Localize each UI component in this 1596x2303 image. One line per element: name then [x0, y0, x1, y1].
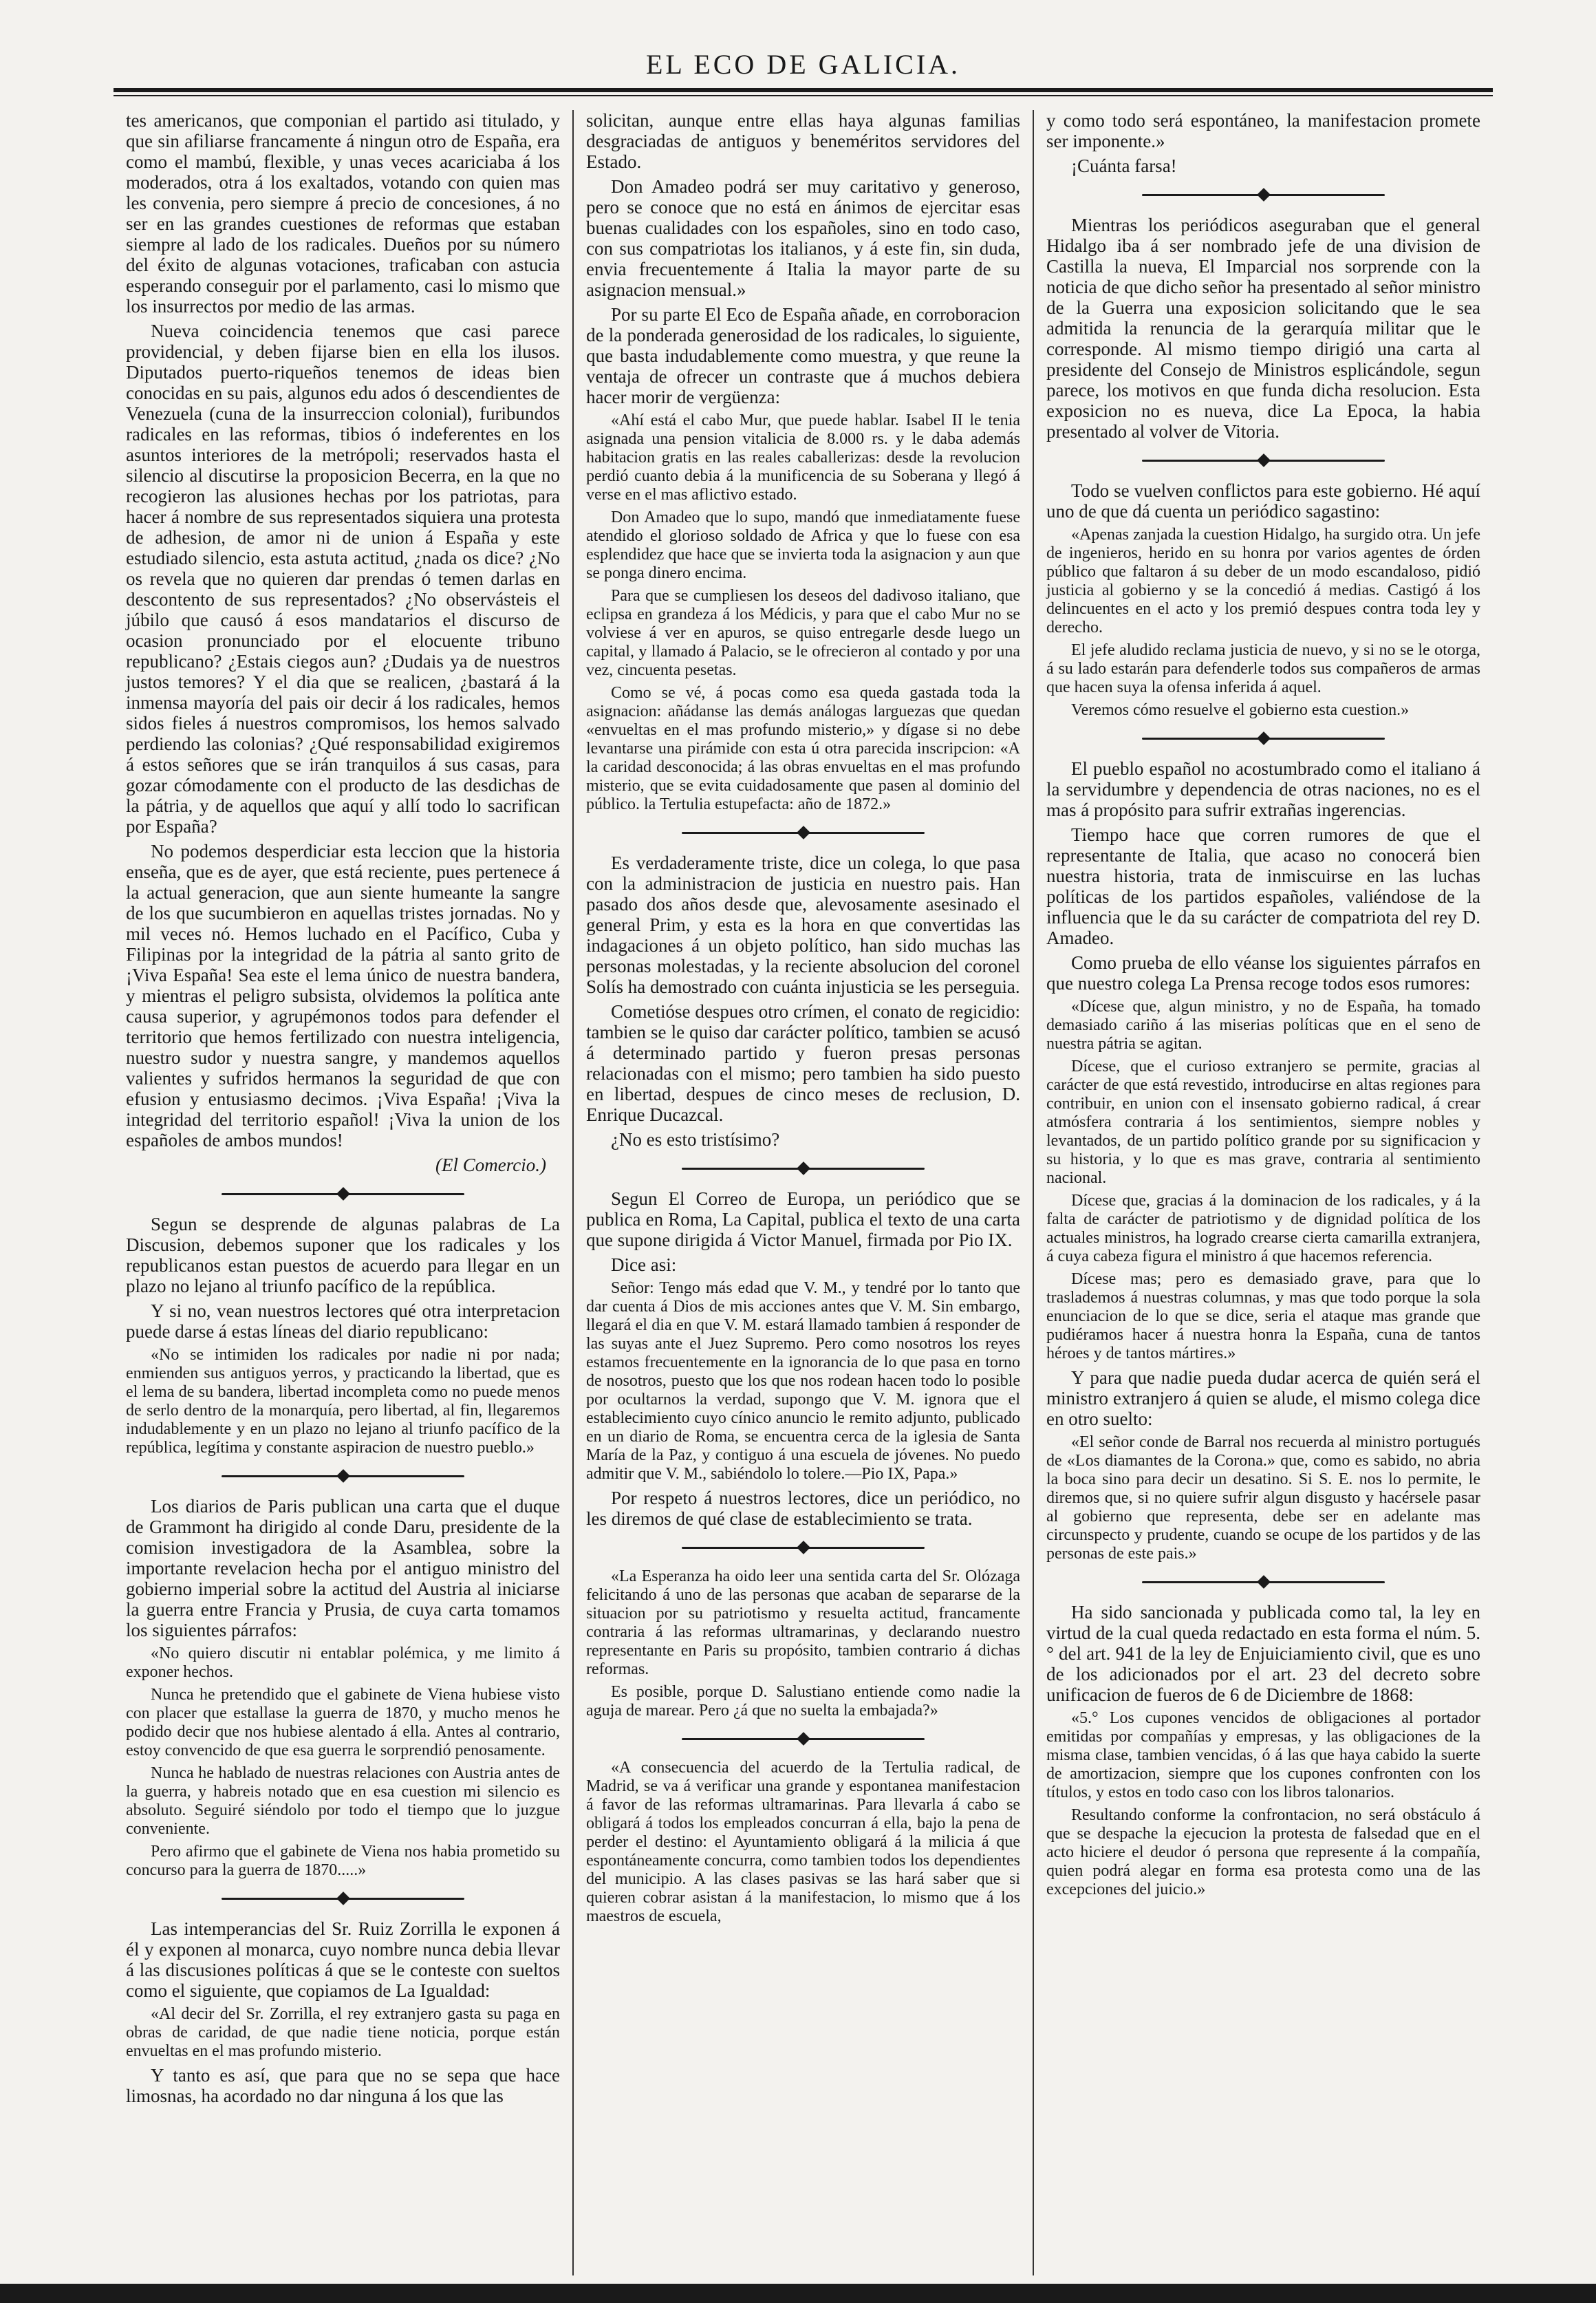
paragraph: «El señor conde de Barral nos recuerda al ministro portugués de «Los diamantes de la Corona.» que, como es sabido, no abria la boca sino para decir un desatino. Si S. E. nos lo permite, le diremos que, si no quiere sufrir algun disgusto y hacérsele pasar al gobierno que representa, debe ser en adelante mas circunspecto y prudente, cuando se ocupe de los partidos y de las personas de este pais.»	[1046, 1433, 1480, 1563]
paragraph: Nueva coincidencia tenemos que casi parece providencial, y deben fijarse bien en ella los ilusos. Diputados puerto-riqueños tenemos de ideas bien conocidas en su pais, algunos edu ados ó descendientes de Venezuela (cuna de la insurreccion colonial), furibundos radicales en las reformas, tibios ó indeferentes en los asuntos interiores de la metrópoli; reservados hasta el silencio al discutirse la proposicion Becerra, en la que no recogieron las alusiones hechas por los patriotas, para hacer á nombre de sus representados siquiera una protesta de adhesion, de amor ni de union á España y este estudiado silencio, esta astuta actitud, ¿nada os dice? ¿No os revela que no quieren dar prendas ó temen darlas en descontento de sus representados? ¿No observásteis el júbilo que causó á esos mandatarios el discurso de ocasion pronunciado por el elocuente tribuno republicano? ¿Estais ciegos aun? ¿Dudais ya de nuestros justos temores? Y el dia que se realicen, ¿bastará á la inmensa mayoría del pais oir decir á los radicales, hemos sidos fieles á nuestros compromisos, los hemos salvado perdiendo las colonias? ¿Qué responsabilidad exigiremos á estos señores que se irán tranquilos á sus casas, para gozar cómodamente con el producto de las desdichas de la pátria, y de aquellos que aquí y allí todo lo sacrifican por España?	[126, 321, 560, 837]
paragraph: Dícese mas; pero es demasiado grave, para que lo traslademos á nuestras columnas, y mas que todo porque la sola enunciacion de lo que se dice, seria el ataque mas grande que pudiéramos hacer á nuestra honra la España, cuna de tantos héroes y de tantos mártires.»	[1046, 1270, 1480, 1362]
paragraph: Tiempo hace que corren rumores de que el representante de Italia, que acaso no conocerá bien nuestra historia, trata de inmiscuirse en las luchas políticas de los partidos españoles, valiéndose de la influencia que le da su carácter de compatriota del rey D. Amadeo.	[1046, 824, 1480, 948]
paragraph: tes americanos, que componian el partido asi titulado, y que sin afiliarse francamente á ningun otro de España, era como el mambú, flexible, y unas veces acariciaba á los moderados, otra á los exaltados, votando con quien mas les convenia, pero siempre á precio de concesiones, á no ser en las grandes cuestiones de reformas que estaban siempre al lado de los radicales. Dueños por su número del éxito de algunas votaciones, traficaban con astucia esperando conseguir por el parlamento, casi lo mismo que los insurrectos por medio de las armas.	[126, 110, 560, 317]
section-separator	[1046, 1573, 1480, 1591]
header-rule-thick	[114, 88, 1493, 92]
paragraph: «Ahí está el cabo Mur, que puede hablar. Isabel II le tenia asignada una pension vitalicia de 8.000 rs. y le daba además habitacion gratis en las reales caballerizas: desde la revolucion perdió cuanto debia á la munificencia de su Soberana y llegó á verse en el mas aflictivo estado.	[586, 411, 1020, 504]
paragraph: solicitan, aunque entre ellas haya algunas familias desgraciadas de antiguos y beneméritos servidores del Estado.	[586, 110, 1020, 172]
paragraph: «5.° Los cupones vencidos de obligaciones al portador emitidas por compañías y empresas, y las obligaciones de la misma clase, tambien vencidas, ó á las que haya cabido la suerte de amortizacion, siempre que los cupones confronten con los títulos, y estos en todo caso con los libros talonarios.	[1046, 1709, 1480, 1801]
section-separator	[126, 1889, 560, 1907]
paragraph: Nunca he hablado de nuestras relaciones con Austria antes de la guerra, y habreis notado que en esa cuestion mi silencio es absoluto. Seguiré siéndolo por todo el tiempo que lo juzgue conveniente.	[126, 1764, 560, 1838]
paragraph: Don Amadeo que lo supo, mandó que inmediatamente fuese atendido el glorioso soldado de Africa y que lo fuese con esa esplendidez que hace que se invierta toda la asignacion y aun que se ponga dinero encima.	[586, 508, 1020, 582]
paragraph: Segun El Correo de Europa, un periódico que se publica en Roma, La Capital, publica el texto de una carta que supone dirigida á Victor Manuel, firmada por Pio IX.	[586, 1188, 1020, 1250]
text-columns	[114, 110, 1493, 2275]
section-separator	[1046, 186, 1480, 204]
section-separator	[586, 1159, 1020, 1177]
paragraph: «No se intimiden los radicales por nadie ni por nada; enmienden sus antiguos yerros, y practicando la libertad, que es el lema de su bandera, libertad incompleta como no puede menos de serlo dentro de la monarquía, pero libertad, al fin, llegaremos indudablemente y en un plazo no lejano al triunfo pacífico de la república, legítima y constante aspiracion de nuestro pueblo.»	[126, 1346, 560, 1457]
article-source: (El Comercio.)	[435, 1155, 546, 1175]
page-bottom-edge	[0, 2284, 1596, 2303]
paragraph: Dice asi:	[611, 1254, 677, 1275]
paragraph: El jefe aludido reclama justicia de nuevo, y si no se le otorga, á su lado estarán para defenderle todos sus compañeros de armas que hacen suya la ofensa inferida á aquel.	[1046, 641, 1480, 696]
paragraph: Don Amadeo podrá ser muy caritativo y generoso, pero se conoce que no está en ánimos de ejercitar esas buenas cualidades con los españoles, sino en todo caso, con sus compatriotas los italianos, y á este fin, sin duda, envia frecuentemente á Italia la mayor parte de su asignacion mensual.»	[586, 176, 1020, 300]
paragraph: Pero afirmo que el gabinete de Viena nos habia prometido su concurso para la guerra de 1870.....»	[126, 1843, 560, 1879]
paragraph: «Dícese que, algun ministro, y no de España, ha tomado demasiado cariño á las miserias políticas que en el seno de nuestra pátria se agitan.	[1046, 998, 1480, 1053]
header-rule-thin	[114, 95, 1493, 96]
paragraph: Y si no, vean nuestros lectores qué otra interpretacion puede darse á estas líneas del diario republicano:	[126, 1300, 560, 1342]
section-separator	[126, 1185, 560, 1203]
paragraph: «La Esperanza ha oido leer una sentida carta del Sr. Olózaga felicitando á uno de las personas que acaban de separarse de la situacion por su patriotismo y resuelta actitud, francamente contraria á las reformas ultramarinas, y declarando nuestro representante en Paris su propósito, tambien contrario á dichas reformas.	[586, 1567, 1020, 1678]
paragraph: Ha sido sancionada y publicada como tal, la ley en virtud de la cual queda redactado en esta forma el núm. 5.° del art. 941 de la ley de Enjuiciamiento civil, que es uno de los adicionados por el art. 23 del decreto sobre unificacion de fueros de 6 de Diciembre de 1868:	[1046, 1602, 1480, 1705]
paragraph: Nunca he pretendido que el gabinete de Viena hubiese visto con placer que estallase la guerra de 1870, y mucho menos he podido decir que nos hubiese alentado á ella. Antes al contrario, estoy convencido de que esa guerra le sorprendió penosamente.	[126, 1686, 560, 1759]
paragraph: Señor: Tengo más edad que V. M., y tendré por lo tanto que dar cuenta á Dios de mis acciones antes que V. M. Sin embargo, llegará el dia en que V. M. estará llamado tambien á responder de las suyas ante el Juez Supremo. Pero como nosotros los reyes estamos frecuentemente en la ignorancia de lo que pasa en torno de nosotros, puesto que los que nos rodean hacen todo lo posible por ocultarnos la verdad, supongo que V. M. ignora que el establecimiento cuyo cínico anuncio le remito adjunto, publicado en un diario de Roma, se encuentra cerca de la iglesia de Santa María de la Paz, y contiguo á una escuela de jóvenes. No puedo admitir que V. M., sabiéndolo lo tolere.—Pio IX, Papa.»	[586, 1279, 1020, 1483]
paragraph: Mientras los periódicos aseguraban que el general Hidalgo iba á ser nombrado jefe de una division de Castilla la nueva, El Imparcial nos sorprende con la noticia de que dicho señor ha presentado al señor ministro de la Guerra una exposicion solicitando que le sea admitida la renuncia de la gerarquía militar que le corresponde. Al mismo tiempo dirigió una carta al presidente del Consejo de Ministros esplicándole, segun parece, los motivos en que funda dicha resolucion. Esta exposicion no es nueva, dice La Epoca, la habia presentado al volver de Vitoria.	[1046, 215, 1480, 442]
paragraph: «A consecuencia del acuerdo de la Tertulia radical, de Madrid, se va á verificar una grande y espontanea manifestacion á favor de las reformas ultramarinas. Para llevarla á cabo se obligará á todos los empleados concurran á ella, bajo la pena de perder el destino: el Ayuntamiento obligará á la milicia á que espontáneamente concurra, como tambien todos los dependientes del municipio. A las clases pasivas se las hará saber que si quieren cobrar asistan á la manifestacion, lo mismo que á los maestros de escuela,	[586, 1759, 1020, 1925]
paragraph: Los diarios de Paris publican una carta que el duque de Grammont ha dirigido al conde Daru, presidente de la comision investigadora de la Asamblea, sobre la importante revelacion hecha por el antiguo ministro del gobierno imperial sobre la actitud del Austria al iniciarse la guerra entre Francia y Prusia, de cuya carta tomamos los siguientes párrafos:	[126, 1496, 560, 1640]
paragraph: Dícese, que el curioso extranjero se permite, gracias al carácter de que está revestido, introducirse en altas regiones para contribuir, en union con el insensato gobierno radical, á crear atmósfera contraria á los sentimientos, siempre nobles y levantados, de un partido político grande por su significacion y su historia, y lo que es mas grave, contraria al sentimiento nacional.	[1046, 1058, 1480, 1187]
column-2	[572, 110, 1033, 2275]
paragraph: Todo se vuelven conflictos para este gobierno. Hé aquí uno de que dá cuenta un periódico sagastino:	[1046, 480, 1480, 522]
paragraph: «Apenas zanjada la cuestion Hidalgo, ha surgido otra. Un jefe de ingenieros, herido en su honra por varios agentes de órden público que faltaron á su deber de un modo escandaloso, pidió justicia al gobierno y se la concedió á medias. Castigó á los delincuentes en el acto y los premió despues contra toda ley y derecho.	[1046, 526, 1480, 636]
paragraph: Veremos cómo resuelve el gobierno esta cuestion.»	[1071, 701, 1410, 719]
paragraph: Segun se desprende de algunas palabras de La Discusion, debemos suponer que los radicales y los republicanos estan puestos de acuerdo para llegar en un plazo no lejano al triunfo pacífico de la república.	[126, 1214, 560, 1296]
paragraph: y como todo será espontáneo, la manifestacion promete ser imponente.»	[1046, 110, 1480, 151]
paragraph: Las intemperancias del Sr. Ruiz Zorrilla le exponen á él y exponen al monarca, cuyo nombre nunca debia llevar á las discusiones políticas á que se le conteste con sueltos como el siguiente, que copiamos de La Igualdad:	[126, 1918, 560, 2001]
paragraph: Para que se cumpliesen los deseos del dadivoso italiano, que eclipsa en grandeza á los Médicis, y para que el cabo Mur no se volviese á ver en apuros, se quiso entregarle desde luego un capital, y llamado á Palacio, se le ofrecieron al contado y por una vez, cincuenta pesetas.	[586, 587, 1020, 679]
column-1	[114, 110, 572, 2275]
paragraph: Y tanto es así, que para que no se sepa que hace limosnas, ha acordado no dar ninguna á los que las	[126, 2065, 560, 2106]
paragraph: Dícese que, gracias á la dominacion de los radicales, y á la falta de carácter de patriotismo y de dignidad política de los actuales ministros, ha logrado crearse cierta camarilla extranjera, á cuya cabeza figura el ministro á que hacemos referencia.	[1046, 1192, 1480, 1265]
section-separator	[586, 824, 1020, 842]
paragraph: Como prueba de ello véanse los siguientes párrafos en que nuestro colega La Prensa recoge todos esos rumores:	[1046, 952, 1480, 994]
paragraph: Por su parte El Eco de España añade, en corroboracion de la ponderada generosidad de los radicales, lo siguiente, que basta indudablemente como muestra, y que reune la ventaja de ofrecer un contraste que á muchos debiera hacer morir de vergüenza:	[586, 304, 1020, 407]
paragraph: Resultando conforme la confrontacion, no será obstáculo á que se despache la ejecucion la protesta de falsedad que en el acto hiciere el deudor ó persona que represente á la compañía, quien podrá alegar en forma esa protesta como una de las excepciones del juicio.»	[1046, 1806, 1480, 1898]
paragraph: «No quiero discutir ni entablar polémica, y me limito á exponer hechos.	[126, 1645, 560, 1681]
paragraph: Como se vé, á pocas como esa queda gastada toda la asignacion: añádanse las demás análogas larguezas que quedan «envueltas en el mas profundo misterio,» y dígase si no debe levantarse una pirámide con esta ú otra parecida inscripcion: «A la caridad desconocida; á las obras envueltas en el mas profundo misterio, que se evita cuidadosamente que pasen al dominio del público. la Tertulia estupefacta: año de 1872.»	[586, 684, 1020, 813]
paragraph: Y para que nadie pueda dudar acerca de quién será el ministro extranjero á quien se alude, el mismo colega dice en otro suelto:	[1046, 1367, 1480, 1429]
paragraph: ¡Cuánta farsa!	[1071, 156, 1177, 176]
paragraph: Es posible, porque D. Salustiano entiende como nadie la aguja de marear. Pero ¿á que no suelta la embajada?»	[586, 1683, 1020, 1720]
paragraph: El pueblo español no acostumbrado como el italiano á la servidumbre y dependencia de otras naciones, no es el mas á propósito para sufrir extrañas ingerencias.	[1046, 758, 1480, 820]
column-3	[1033, 110, 1493, 2275]
paragraph: Por respeto á nuestros lectores, dice un periódico, no les diremos de qué clase de establecimiento se trata.	[586, 1488, 1020, 1529]
section-separator	[126, 1467, 560, 1485]
paragraph: ¿No es esto tristísimo?	[611, 1129, 780, 1150]
paragraph: «Al decir del Sr. Zorrilla, el rey extranjero gasta su paga en obras de caridad, de que nadie tiene noticia, porque están envueltas en el mas profundo misterio.	[126, 2005, 560, 2060]
paragraph: No podemos desperdiciar esta leccion que la historia enseña, que es de ayer, que está reciente, pues pertenece á la actual generacion, que aun siente humeante la sangre de los que sucumbieron en aquellas tristes jornadas. No y mil veces nó. Hemos luchado en el Pacífico, Cuba y Filipinas por la integridad de la pátria al santo grito de ¡Viva España! Sea este el lema único de nuestra bandera, y mientras el peligro subsista, olvidemos la política ante causa superior, y agrupémonos todos para defender el territorio que hemos fertilizado con nuestra inteligencia, nuestro sudor y nuestra sangre, y mandemos aquellos valientes y sufridos hermanos la seguridad de que con efusion y entusiasmo decimos. ¡Viva España! ¡Viva la integridad del territorio español! ¡Viva la union de los españoles de ambos mundos!	[126, 841, 560, 1150]
section-separator	[586, 1539, 1020, 1556]
section-separator	[1046, 451, 1480, 469]
paragraph: Es verdaderamente triste, dice un colega, lo que pasa con la administracion de justicia en nuestro pais. Han pasado dos años desde que, alevosamente asesinado el general Prim, y esta es la hora en que convertidas las indagaciones á un objeto político, han sido muchas las personas molestadas, y la reciente absolucion del coronel Solís ha demostrado con cuánta injusticia se les perseguia.	[586, 853, 1020, 997]
section-separator	[586, 1730, 1020, 1748]
section-separator	[1046, 729, 1480, 747]
page-title: EL ECO DE GALICIA.	[645, 49, 961, 80]
paragraph: Cometióse despues otro crímen, el conato de regicidio: tambien se le quiso dar carácter político, tambien se acusó á determinado partido y fueron presas personas relacionadas con el mismo; pero tambien ha sido puesto en libertad, despues de cinco meses de reclusion, D. Enrique Ducazcal.	[586, 1001, 1020, 1125]
